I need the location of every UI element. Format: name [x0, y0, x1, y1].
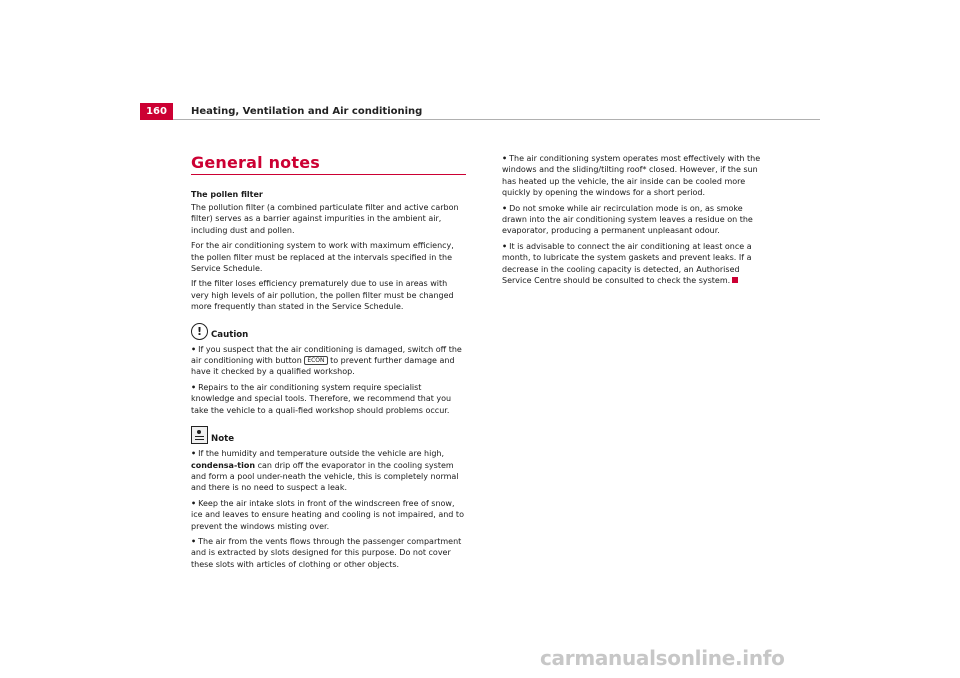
- econ-button-label: ECON: [304, 356, 327, 365]
- bullet-icon: •: [191, 536, 197, 546]
- caution-icon: !: [191, 323, 208, 340]
- bullet-icon: •: [502, 241, 508, 251]
- pollen-paragraph-2: For the air conditioning system to work with maximum efficiency, the pollen filter must be replaced at the intervals specified in the Service Schedule.: [191, 241, 454, 274]
- note-item-1-keyword: condensa-tion: [191, 460, 256, 470]
- list-item: [502, 203, 767, 237]
- bullet-icon: •: [191, 382, 197, 392]
- pollen-paragraph-1: The pollution filter (a combined particulate filter and active carbon filter) serves as a barrier against impurities in the ambient air, including dust and pollen.: [191, 203, 459, 235]
- note-item-2-text: Keep the air intake slots in front of the windscreen free of snow, ice and leaves to ensure heating and cooling is not impaired, and to prevent the windows misting over.: [191, 498, 464, 531]
- bullet-icon: •: [191, 449, 197, 459]
- right-column: [502, 153, 767, 290]
- section-title: General notes: [191, 153, 466, 175]
- header-rule: [173, 119, 820, 120]
- note-item: [191, 448, 466, 494]
- left-column: [191, 153, 466, 574]
- page-number: 160: [140, 103, 173, 120]
- caution-item-2-text: Repairs to the air conditioning system require specialist knowledge and special tools. Therefore, we recommend that you take the vehicle to a quali-fied workshop should problems occur.: [191, 382, 452, 415]
- note-header: [191, 426, 466, 444]
- note-item: [191, 536, 466, 570]
- caution-title: Caution: [211, 329, 249, 340]
- right-item-2-text: Do not smoke while air recirculation mode is on, as smoke drawn into the air conditioning system leaves a residue on the evaporator, producing a permanent unpleasant odour.: [502, 203, 753, 236]
- bullet-icon: •: [191, 498, 197, 508]
- end-of-section-icon: [732, 277, 738, 283]
- watermark: carmanualsonline.info: [540, 646, 785, 670]
- note-item-1-text-a: If the humidity and temperature outside the vehicle are high,: [198, 449, 445, 459]
- pollen-filter-heading: The pollen filter: [191, 190, 263, 199]
- note-item-3-text: The air from the vents flows through the passenger compartment and is extracted by slots designed for this purpose. Do not cover these slots with articles of clothing or other objects.: [191, 536, 462, 569]
- caution-item-1-text-b: to prevent further damage and have it checked by a qualified workshop.: [191, 356, 455, 377]
- note-item-1-text-b: can drip off the evaporator in the cooling system and form a pool under-neath the vehicle, this is completely normal and there is no need to suspect a leak.: [191, 460, 459, 493]
- note-item: [191, 498, 466, 532]
- note-icon: [191, 426, 208, 444]
- caution-item: [191, 382, 466, 416]
- list-item: [502, 241, 767, 287]
- pollen-paragraph-3: If the filter loses efficiency prematurely due to use in areas with very high levels of air pollution, the pollen filter must be changed more frequently than stated in the Service Schedule.: [191, 279, 454, 312]
- bullet-icon: •: [502, 154, 508, 163]
- caution-item: [191, 344, 466, 378]
- right-item-3-text: It is advisable to connect the air conditioning at least once a month, to lubricate the system gaskets and prevent leaks. If a decrease in the cooling capacity is detected, an Authorised Service Centre should be consulted to check the system.: [502, 241, 752, 286]
- note-title: Note: [211, 434, 235, 445]
- bullet-icon: •: [191, 344, 197, 354]
- bullet-icon: •: [502, 203, 508, 213]
- chapter-title: Heating, Ventilation and Air conditioning: [191, 106, 423, 117]
- right-item-1-text: The air conditioning system operates most effectively with the windows and the sliding/tilting roof* closed. However, if the sun has heated up the vehicle, the air inside can be cooled more quickly by opening the windows for a short period.: [502, 154, 761, 198]
- caution-header: [191, 323, 466, 340]
- list-item: [502, 153, 767, 199]
- caution-item-1-text-a: If you suspect that the air conditioning is damaged, switch off the air conditioning with button: [191, 344, 462, 366]
